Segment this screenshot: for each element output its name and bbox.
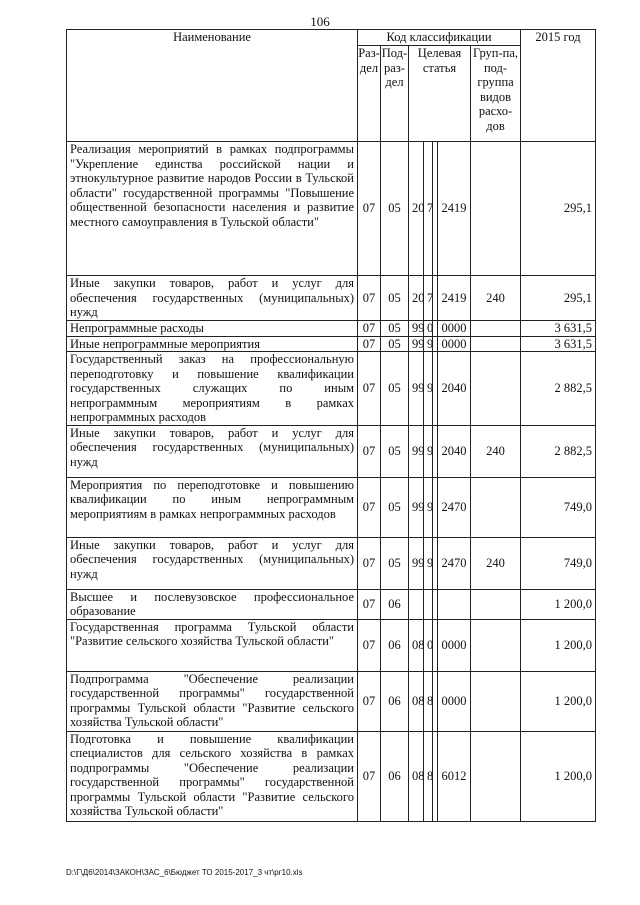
row-target-subprogram [424,589,433,619]
row-name: Государственный заказ на профессиональную переподготовку и повышение квалификации государственных служащих по иным непрограммным мероприятиям в рамках непрограммных расходов [67,352,358,426]
row-target-program: 99 [409,321,424,337]
row-expense-type [471,336,521,352]
row-name: Непрограммные расходы [67,321,358,337]
row-podrazdel: 05 [381,352,409,426]
table-row [67,589,596,619]
row-expense-type [471,619,521,671]
row-podrazdel: 06 [381,589,409,619]
row-amount: 295,1 [521,142,596,276]
row-podrazdel: 05 [381,477,409,537]
row-target-program: 99 [409,477,424,537]
row-target-code: 0000 [438,619,471,671]
row-amount: 749,0 [521,537,596,589]
row-amount: 1 200,0 [521,731,596,821]
row-expense-type [471,589,521,619]
row-name: Высшее и послевузовское профессиональное образование [67,589,358,619]
row-target-subprogram: 8 [424,731,433,821]
row-target-program: 08 [409,619,424,671]
row-target-subprogram: 7 [424,142,433,276]
row-target-subprogram: 9 [424,352,433,426]
row-amount: 295,1 [521,276,596,321]
row-target-program: 08 [409,671,424,731]
row-amount: 3 631,5 [521,321,596,337]
row-podrazdel: 06 [381,619,409,671]
row-podrazdel: 06 [381,731,409,821]
row-podrazdel: 05 [381,142,409,276]
row-name: Иные закупки товаров, работ и услуг для обеспечения государственных (муниципальных) нужд [67,425,358,477]
file-path-footer: D:\Г\Д6\2014\ЗАКОН\ЗАС_6\Бюджет ТО 2015-2017_3 чт\рг10.xls [66,868,303,877]
header-podrazdel: Под-раз-дел [381,46,409,142]
row-expense-type [471,352,521,426]
row-target-code [438,589,471,619]
row-target-subprogram: 9 [424,537,433,589]
header-razdel: Раз-дел [358,46,381,142]
table-row [67,336,596,352]
row-podrazdel: 06 [381,671,409,731]
row-razdel: 07 [358,425,381,477]
row-target-subprogram: 8 [424,671,433,731]
row-razdel: 07 [358,321,381,337]
row-expense-type [471,731,521,821]
row-target-subprogram: 0 [424,619,433,671]
row-target-code: 0000 [438,321,471,337]
row-razdel: 07 [358,477,381,537]
row-name: Мероприятия по переподготовке и повышению квалификации по иным непрограммным мероприятиям в рамках непрограммных расходов [67,477,358,537]
row-expense-type [471,477,521,537]
row-razdel: 07 [358,589,381,619]
row-name: Иные закупки товаров, работ и услуг для обеспечения государственных (муниципальных) нужд [67,537,358,589]
row-name: Подпрограмма "Обеспечение реализации государственной программы" государственной программы Тульской области "Развитие сельского хозяйства Тульской области" [67,671,358,731]
row-target-program: 99 [409,336,424,352]
table-row [67,142,596,276]
page-number: 106 [310,14,330,29]
row-expense-type: 240 [471,425,521,477]
row-razdel: 07 [358,671,381,731]
row-name: Иные непрограммные мероприятия [67,336,358,352]
row-name: Реализация мероприятий в рамках подпрограммы "Укрепление единства российской нации и этнокультурное развитие народов России в Тульской области" государственной программы "Повышение общественной безопасности населения и развитие местного самоуправления в Тульской области" [67,142,358,276]
row-target-code: 2040 [438,425,471,477]
header-code: Код классификации [358,30,521,46]
row-name: Подготовка и повышение квалификации специалистов для сельского хозяйства в рамках подпрограммы "Обеспечение реализации государственной программы" государственной программы Тульской области "Развитие сельского хозяйства Тульской области" [67,731,358,821]
row-target-code: 2419 [438,142,471,276]
row-target-program: 99 [409,425,424,477]
row-expense-type [471,142,521,276]
row-podrazdel: 05 [381,321,409,337]
row-podrazdel: 05 [381,425,409,477]
row-target-program: 20 [409,276,424,321]
row-target-subprogram: 9 [424,336,433,352]
table-row [67,425,596,477]
row-razdel: 07 [358,352,381,426]
row-target-subprogram: 9 [424,477,433,537]
row-target-code: 2470 [438,537,471,589]
row-target-program: 20 [409,142,424,276]
row-target-code: 2040 [438,352,471,426]
row-expense-type [471,671,521,731]
table-row [67,477,596,537]
row-expense-type: 240 [471,537,521,589]
budget-table [66,29,596,822]
table-row [67,619,596,671]
row-target-program: 99 [409,352,424,426]
header-year: 2015 год [521,30,596,142]
row-podrazdel: 05 [381,276,409,321]
table-row [67,731,596,821]
table-body [67,142,596,822]
table-row [67,276,596,321]
row-razdel: 07 [358,336,381,352]
row-target-subprogram: 7 [424,276,433,321]
row-target-program: 08 [409,731,424,821]
table-row [67,671,596,731]
header-group: Груп-па, под-группа видов расхо-дов [471,46,521,142]
row-razdel: 07 [358,537,381,589]
row-target-subprogram: 0 [424,321,433,337]
row-amount: 1 200,0 [521,589,596,619]
row-target-code: 6012 [438,731,471,821]
row-razdel: 07 [358,276,381,321]
row-amount: 3 631,5 [521,336,596,352]
row-razdel: 07 [358,142,381,276]
table-row [67,321,596,337]
row-amount: 1 200,0 [521,619,596,671]
table-row [67,352,596,426]
row-amount: 2 882,5 [521,352,596,426]
row-podrazdel: 05 [381,336,409,352]
row-podrazdel: 05 [381,537,409,589]
row-target-program [409,589,424,619]
row-amount: 749,0 [521,477,596,537]
row-target-code: 2419 [438,276,471,321]
row-razdel: 07 [358,619,381,671]
header-name: Наименование [67,30,358,142]
row-expense-type: 240 [471,276,521,321]
row-target-subprogram: 9 [424,425,433,477]
row-expense-type [471,321,521,337]
row-target-program: 99 [409,537,424,589]
row-target-code: 2470 [438,477,471,537]
row-target-code: 0000 [438,336,471,352]
row-razdel: 07 [358,731,381,821]
row-amount: 2 882,5 [521,425,596,477]
row-amount: 1 200,0 [521,671,596,731]
header-target: Целевая статья [409,46,471,142]
row-name: Иные закупки товаров, работ и услуг для обеспечения государственных (муниципальных) нужд [67,276,358,321]
row-name: Государственная программа Тульской области "Развитие сельского хозяйства Тульской области" [67,619,358,671]
table-row [67,537,596,589]
row-target-code: 0000 [438,671,471,731]
